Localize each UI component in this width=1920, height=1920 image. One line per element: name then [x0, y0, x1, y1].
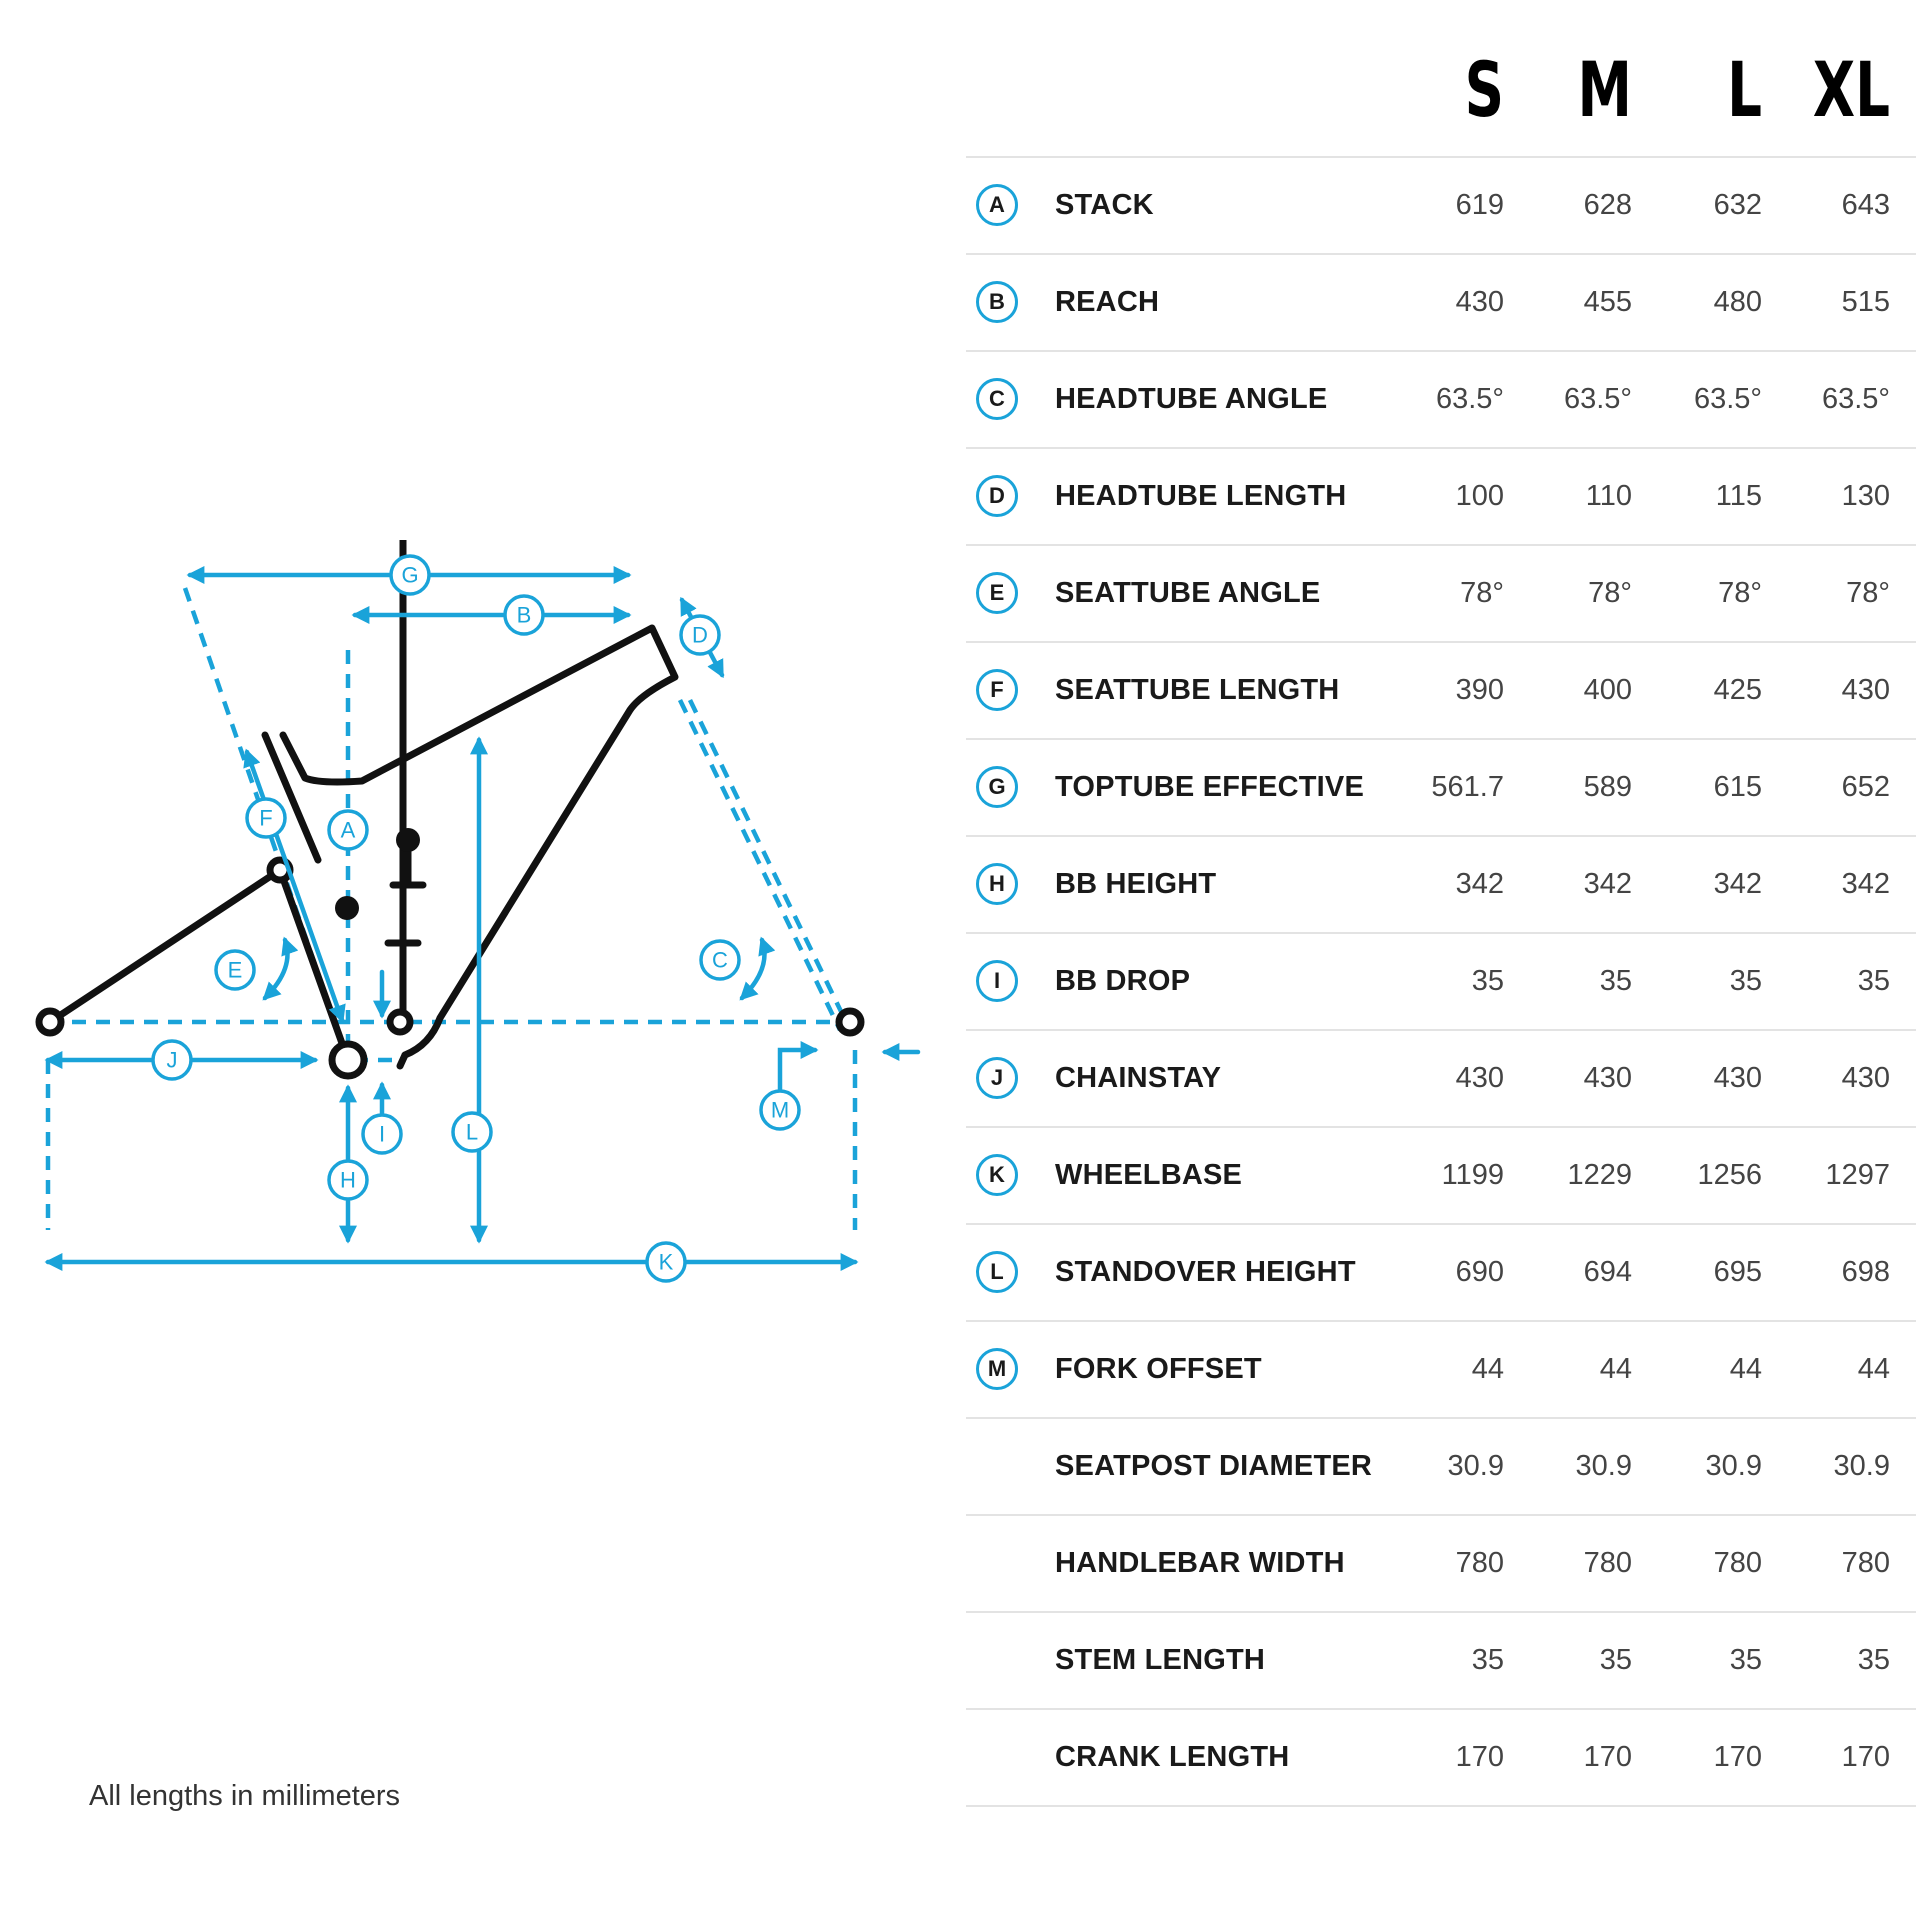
value-cell: 652: [1841, 771, 1890, 803]
row-label: CHAINSTAY: [1055, 1062, 1222, 1094]
value-cell: 643: [1841, 189, 1890, 221]
value-cell: 63.5°: [1693, 383, 1762, 415]
table-row: [966, 544, 1916, 641]
row-badge: I: [976, 960, 1018, 1002]
value-cell: 342: [1713, 868, 1762, 900]
value-cell: 100: [1455, 480, 1504, 512]
row-badge: F: [976, 669, 1018, 711]
value-cell: 170: [1841, 1741, 1890, 1773]
svg-text:L: L: [465, 1119, 479, 1145]
value-cell: 615: [1713, 771, 1762, 803]
value-cell: 115: [1715, 480, 1762, 512]
row-label: TOPTUBE EFFECTIVE: [1055, 771, 1365, 803]
table-row: [966, 932, 1916, 1029]
value-cell: 632: [1713, 189, 1762, 221]
diagram-badge-e: [216, 951, 254, 989]
value-cell: 1199: [1441, 1159, 1504, 1191]
table-row: [966, 1514, 1916, 1611]
value-cell: 110: [1585, 480, 1632, 512]
table-row: [966, 350, 1916, 447]
value-cell: 78°: [1846, 577, 1890, 609]
value-cell: 698: [1841, 1256, 1890, 1288]
value-cell: 78°: [1460, 577, 1504, 609]
row-label: STANDOVER HEIGHT: [1055, 1256, 1356, 1288]
row-badge: B: [976, 281, 1018, 323]
value-cell: 628: [1583, 189, 1632, 221]
row-label: SEATPOST DIAMETER: [1055, 1450, 1373, 1482]
row-label: HEADTUBE LENGTH: [1055, 480, 1347, 512]
value-cell: 1297: [1825, 1159, 1890, 1191]
row-label: BB DROP: [1055, 965, 1191, 997]
value-cell: 430: [1841, 1062, 1890, 1094]
table-row: [966, 253, 1916, 350]
geometry-table: [966, 40, 1916, 1807]
value-cell: 130: [1841, 480, 1890, 512]
svg-text:G: G: [401, 562, 419, 588]
table-row: [966, 738, 1916, 835]
value-cell: 35: [1729, 965, 1762, 997]
row-badge: K: [976, 1154, 1018, 1196]
diagram-badge-h: [329, 1161, 367, 1199]
value-cell: 30.9: [1705, 1450, 1762, 1482]
value-cell: 694: [1583, 1256, 1632, 1288]
value-cell: 30.9: [1833, 1450, 1890, 1482]
row-label: SEATTUBE LENGTH: [1055, 674, 1340, 706]
value-cell: 430: [1583, 1062, 1632, 1094]
value-cell: 1256: [1697, 1159, 1762, 1191]
table-row: [966, 1708, 1916, 1807]
value-cell: 170: [1583, 1741, 1632, 1773]
value-cell: 430: [1455, 286, 1504, 318]
diagram-badge-j: [153, 1041, 191, 1079]
row-label: CRANK LENGTH: [1055, 1741, 1290, 1773]
value-cell: 63.5°: [1821, 383, 1890, 415]
row-badge: A: [976, 184, 1018, 226]
table-row: [966, 1223, 1916, 1320]
table-row: [966, 641, 1916, 738]
value-cell: 690: [1455, 1256, 1504, 1288]
value-cell: 780: [1455, 1547, 1504, 1579]
diagram-badge-f: [247, 799, 285, 837]
value-cell: 780: [1583, 1547, 1632, 1579]
size-header-m: M: [1577, 45, 1632, 134]
table-row: [966, 1611, 1916, 1708]
value-cell: 78°: [1588, 577, 1632, 609]
row-label: STEM LENGTH: [1055, 1644, 1266, 1676]
svg-text:J: J: [166, 1047, 178, 1073]
value-cell: 430: [1841, 674, 1890, 706]
row-badge: C: [976, 378, 1018, 420]
diagram-badge-g: [391, 556, 429, 594]
row-label: WHEELBASE: [1055, 1159, 1243, 1191]
table-row: [966, 835, 1916, 932]
svg-text:F: F: [259, 805, 273, 831]
row-badge: G: [976, 766, 1018, 808]
size-header-row: [966, 40, 1916, 156]
row-label: STACK: [1055, 189, 1154, 221]
diagram-badge-c: [701, 941, 739, 979]
value-cell: 400: [1583, 674, 1632, 706]
svg-text:B: B: [516, 602, 532, 628]
row-label: BB HEIGHT: [1055, 868, 1217, 900]
svg-text:M: M: [770, 1097, 790, 1123]
row-label: SEATTUBE ANGLE: [1055, 577, 1321, 609]
row-badge: E: [976, 572, 1018, 614]
value-cell: 35: [1471, 965, 1504, 997]
diagram-badge-b: [505, 596, 543, 634]
value-cell: 780: [1713, 1547, 1762, 1579]
size-header-xl: XL: [1812, 45, 1890, 134]
value-cell: 63.5°: [1435, 383, 1504, 415]
value-cell: 35: [1729, 1644, 1762, 1676]
value-cell: 30.9: [1447, 1450, 1504, 1482]
size-header-s: S: [1464, 45, 1504, 134]
value-cell: 35: [1599, 1644, 1632, 1676]
value-cell: 35: [1599, 965, 1632, 997]
value-cell: 390: [1455, 674, 1504, 706]
table-row: [966, 156, 1916, 253]
value-cell: 589: [1583, 771, 1632, 803]
row-badge: M: [976, 1348, 1018, 1390]
value-cell: 342: [1841, 868, 1890, 900]
value-cell: 170: [1713, 1741, 1762, 1773]
svg-text:H: H: [340, 1167, 356, 1193]
value-cell: 30.9: [1575, 1450, 1632, 1482]
value-cell: 35: [1857, 1644, 1890, 1676]
row-badge: L: [976, 1251, 1018, 1293]
row-label: FORK OFFSET: [1055, 1353, 1262, 1385]
table-row: [966, 1417, 1916, 1514]
value-cell: 44: [1471, 1353, 1504, 1385]
table-row: [966, 1029, 1916, 1126]
diagram-badge-m: [761, 1091, 799, 1129]
geometry-rows: [966, 156, 1916, 1807]
value-cell: 480: [1713, 286, 1762, 318]
svg-text:K: K: [658, 1249, 674, 1275]
row-label: REACH: [1055, 286, 1160, 318]
value-cell: 515: [1841, 286, 1890, 318]
row-badge: J: [976, 1057, 1018, 1099]
svg-text:E: E: [227, 957, 243, 983]
value-cell: 425: [1713, 674, 1762, 706]
value-cell: 780: [1841, 1547, 1890, 1579]
diagram-badge-a: [329, 811, 367, 849]
diagram-badge-i: [363, 1115, 401, 1153]
diagram-badge-l: [453, 1113, 491, 1151]
row-label: HANDLEBAR WIDTH: [1055, 1547, 1345, 1579]
bike-frame: [50, 540, 675, 1066]
value-cell: 619: [1455, 189, 1504, 221]
diagram-badge-k: [647, 1243, 685, 1281]
value-cell: 170: [1455, 1741, 1504, 1773]
units-footnote: All lengths in millimeters: [89, 1780, 401, 1812]
value-cell: 35: [1857, 965, 1890, 997]
value-cell: 455: [1583, 286, 1632, 318]
value-cell: 44: [1857, 1353, 1890, 1385]
value-cell: 1229: [1567, 1159, 1632, 1191]
diagram-badge-d: [681, 616, 719, 654]
value-cell: 561.7: [1431, 771, 1504, 803]
row-badge: D: [976, 475, 1018, 517]
svg-text:A: A: [340, 817, 356, 843]
value-cell: 44: [1599, 1353, 1632, 1385]
size-header-l: L: [1727, 45, 1762, 134]
value-cell: 342: [1455, 868, 1504, 900]
row-badge: H: [976, 863, 1018, 905]
value-cell: 342: [1583, 868, 1632, 900]
value-cell: 63.5°: [1563, 383, 1632, 415]
value-cell: 430: [1713, 1062, 1762, 1094]
value-cell: 35: [1471, 1644, 1504, 1676]
table-row: [966, 1320, 1916, 1417]
bike-geometry-diagram: [0, 540, 960, 1300]
value-cell: 695: [1713, 1256, 1762, 1288]
svg-text:I: I: [378, 1121, 386, 1147]
value-cell: 44: [1729, 1353, 1762, 1385]
row-label: HEADTUBE ANGLE: [1055, 383, 1328, 415]
table-row: [966, 1126, 1916, 1223]
svg-text:D: D: [692, 622, 708, 648]
value-cell: 78°: [1718, 577, 1762, 609]
table-row: [966, 447, 1916, 544]
svg-text:C: C: [712, 947, 728, 973]
value-cell: 430: [1455, 1062, 1504, 1094]
